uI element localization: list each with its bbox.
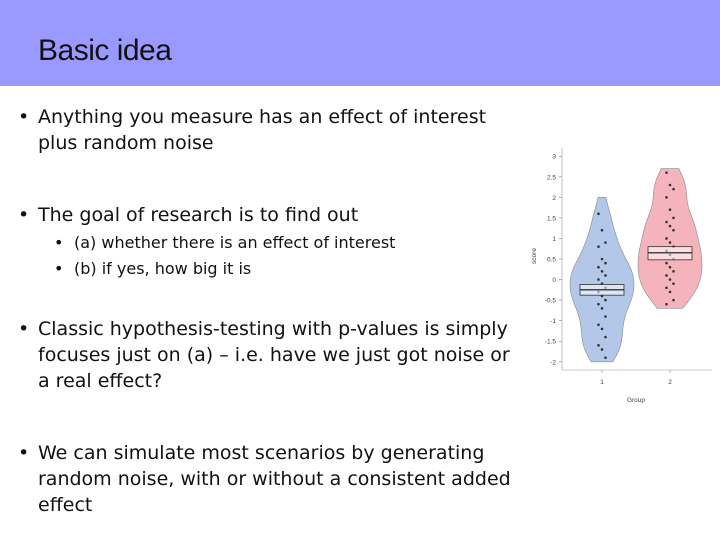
data-point	[597, 245, 600, 248]
data-point	[601, 229, 604, 232]
data-point	[669, 266, 672, 269]
data-point	[597, 303, 600, 306]
x-axis-label: Group	[626, 397, 646, 404]
data-point	[604, 336, 607, 339]
subbullet-a-text: (a) whether there is an effect of interest	[74, 233, 396, 252]
bullet-glyph: •	[18, 318, 30, 340]
data-point	[597, 266, 600, 269]
data-point	[601, 328, 604, 331]
y-tick-label: -1	[550, 318, 556, 326]
bullet-1-text: Anything you measure has an effect of interest plus random noise	[38, 106, 487, 154]
subbullet-b	[54, 258, 251, 280]
subbullet-glyph: •	[54, 259, 64, 278]
subbullet-glyph: •	[54, 233, 64, 252]
data-point	[604, 356, 607, 359]
violin-plot	[530, 138, 720, 410]
data-point	[669, 241, 672, 244]
bullet-1	[18, 104, 508, 156]
data-point	[669, 184, 672, 187]
title-bar	[0, 0, 720, 86]
violin-shape	[570, 197, 634, 361]
data-point	[672, 282, 675, 285]
data-point	[665, 262, 668, 265]
data-point	[672, 229, 675, 232]
violin-plot-svg	[530, 138, 720, 410]
subbullet-a	[54, 232, 395, 254]
data-point	[665, 171, 668, 174]
bullet-4	[18, 440, 533, 518]
data-point	[601, 307, 604, 310]
x-tick-label: 2	[668, 379, 672, 386]
y-tick-label: 2	[552, 194, 556, 202]
data-point	[597, 344, 600, 347]
data-point	[665, 274, 668, 277]
data-point	[601, 348, 604, 351]
bullet-glyph: •	[18, 106, 30, 128]
x-tick-label: 1	[600, 379, 604, 386]
data-point	[601, 258, 604, 261]
y-tick-label: -0.5	[544, 297, 556, 305]
bullet-2	[18, 202, 508, 228]
y-tick-label: 3	[552, 153, 556, 161]
data-point	[665, 286, 668, 289]
bullet-3-text: Classic hypothesis-testing with p-values is simply focuses just on (a) – i.e. have we just got noise or a real effect?	[38, 318, 510, 392]
y-tick-label: -2	[550, 359, 556, 367]
bullet-glyph: •	[18, 204, 30, 226]
bullet-3	[18, 316, 523, 394]
bullet-4-text: We can simulate most scenarios by generating random noise, with or without a consistent added effect	[38, 442, 511, 516]
bullet-glyph: •	[18, 442, 30, 464]
y-axis-label: score	[531, 248, 538, 264]
data-point	[597, 323, 600, 326]
data-point	[604, 262, 607, 265]
data-point	[672, 188, 675, 191]
y-tick-label: 1	[552, 235, 556, 243]
data-point	[604, 274, 607, 277]
y-tick-label: 1.5	[546, 215, 556, 223]
data-point	[665, 303, 668, 306]
data-point	[665, 221, 668, 224]
data-point	[669, 291, 672, 294]
y-tick-label: 2.5	[546, 174, 556, 182]
y-tick-label: 0	[552, 277, 556, 285]
data-point	[672, 217, 675, 220]
data-point	[604, 241, 607, 244]
data-point	[669, 208, 672, 211]
slide-title: Basic idea	[38, 34, 172, 67]
data-point	[672, 270, 675, 273]
data-point	[601, 270, 604, 273]
y-tick-label: -1.5	[544, 338, 556, 346]
data-point	[669, 278, 672, 281]
violin-shape	[638, 169, 702, 309]
data-point	[665, 237, 668, 240]
data-point	[672, 299, 675, 302]
data-point	[665, 196, 668, 199]
data-point	[669, 225, 672, 228]
bullet-2-text: The goal of research is to find out	[38, 204, 359, 226]
data-point	[597, 278, 600, 281]
data-point	[604, 299, 607, 302]
data-point	[604, 315, 607, 318]
data-point	[597, 212, 600, 215]
subbullet-b-text: (b) if yes, how big it is	[74, 259, 252, 278]
y-tick-label: 0.5	[546, 256, 556, 264]
